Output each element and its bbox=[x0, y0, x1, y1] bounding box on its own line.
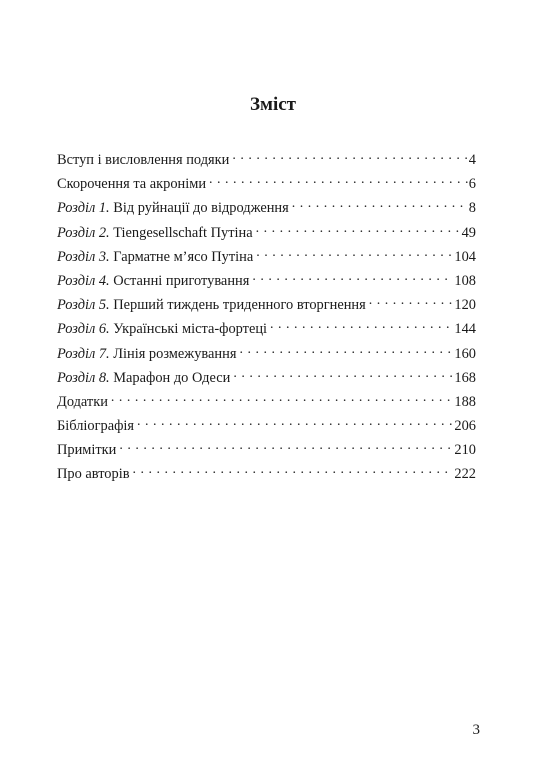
toc-entry-text: Скорочення та акроніми bbox=[57, 176, 207, 193]
toc-entry-text: Бібліографія bbox=[57, 418, 135, 435]
toc-entry[interactable] bbox=[57, 317, 476, 341]
toc-entry-label bbox=[57, 172, 206, 196]
toc-entry-page: 168 bbox=[454, 369, 476, 386]
toc-entry-label bbox=[57, 414, 134, 438]
toc-entry[interactable] bbox=[57, 148, 476, 172]
toc-entry-page: 160 bbox=[454, 345, 476, 362]
toc-entry-chapter: Розділ 2. bbox=[57, 224, 110, 241]
toc-entry-text: Перший тиждень тридeнного вторгнення bbox=[109, 297, 366, 314]
toc-title: Зміст bbox=[249, 94, 296, 115]
toc-entry-label bbox=[57, 342, 236, 366]
toc-entry-label bbox=[57, 269, 249, 293]
toc-entry-text: Українські міста-фортеці bbox=[109, 321, 268, 338]
toc-entry-text: Примітки bbox=[57, 442, 117, 459]
toc-entry-page: 210 bbox=[454, 442, 476, 459]
toc-entry[interactable] bbox=[57, 196, 476, 220]
dot-leader bbox=[239, 344, 453, 358]
toc-entry[interactable] bbox=[57, 293, 476, 317]
dot-leader bbox=[111, 392, 453, 406]
toc-entry-page: 108 bbox=[454, 272, 476, 289]
toc-entry[interactable] bbox=[57, 462, 476, 486]
toc-entry-chapter: Розділ 4. bbox=[57, 272, 110, 289]
dot-leader bbox=[233, 368, 453, 382]
toc-entry-page: 8 bbox=[468, 200, 476, 217]
toc-entry-text: Tiengesellschaft Путіна bbox=[109, 224, 253, 241]
toc-entry-chapter: Розділ 8. bbox=[57, 369, 110, 386]
toc-entry-page: 104 bbox=[454, 248, 476, 265]
toc-entry-chapter: Розділ 3. bbox=[57, 248, 110, 265]
toc-entry[interactable] bbox=[57, 221, 476, 245]
dot-leader bbox=[133, 464, 454, 478]
dot-leader bbox=[137, 416, 453, 430]
toc-entry-page: 206 bbox=[454, 418, 476, 435]
toc-entry[interactable] bbox=[57, 366, 476, 390]
toc-entry[interactable] bbox=[57, 390, 476, 414]
dot-leader bbox=[270, 319, 453, 333]
toc-entry-label bbox=[57, 462, 130, 486]
toc-entry-label bbox=[57, 438, 116, 462]
toc-entry-text: Марафон до Одеси bbox=[109, 369, 231, 386]
toc-list bbox=[57, 148, 476, 487]
toc-entry-page: 6 bbox=[468, 176, 476, 193]
toc-entry-page: 222 bbox=[454, 466, 476, 483]
dot-leader bbox=[252, 271, 453, 285]
toc-entry[interactable] bbox=[57, 438, 476, 462]
toc-entry-page: 188 bbox=[454, 393, 476, 410]
toc-entry-text: Останні приготування bbox=[109, 272, 250, 289]
dot-leader bbox=[209, 174, 468, 188]
toc-entry-text: Лінія розмежування bbox=[109, 345, 237, 362]
toc-entry-chapter: Розділ 5. bbox=[57, 297, 110, 314]
toc-entry-page: 49 bbox=[461, 224, 476, 241]
toc-entry[interactable] bbox=[57, 342, 476, 366]
toc-entry-text: Від руйнації до відродження bbox=[109, 200, 289, 217]
dot-leader bbox=[256, 247, 453, 261]
toc-entry-label bbox=[57, 196, 289, 220]
toc-entry-label bbox=[57, 366, 230, 390]
dot-leader bbox=[119, 440, 453, 454]
toc-entry-chapter: Розділ 1. bbox=[57, 200, 110, 217]
dot-leader bbox=[369, 295, 454, 309]
toc-entry[interactable] bbox=[57, 269, 476, 293]
toc-entry-label bbox=[57, 221, 253, 245]
toc-entry-label bbox=[57, 293, 366, 317]
toc-entry-chapter: Розділ 6. bbox=[57, 321, 110, 338]
toc-entry-label bbox=[57, 390, 108, 414]
toc-entry-text: Гарматне м’ясо Путіна bbox=[109, 248, 254, 265]
toc-entry-text: Про авторів bbox=[57, 466, 130, 483]
toc-entry-label bbox=[57, 317, 267, 341]
toc-entry[interactable] bbox=[57, 414, 476, 438]
dot-leader bbox=[232, 150, 467, 164]
toc-entry-label bbox=[57, 245, 253, 269]
page-number: 3 bbox=[472, 722, 480, 738]
dot-leader bbox=[292, 198, 468, 212]
toc-entry-text: Вступ і висловлення подяки bbox=[57, 152, 230, 168]
toc-entry[interactable] bbox=[57, 172, 476, 196]
toc-entry-text: Додатки bbox=[57, 393, 108, 410]
toc-entry-page: 4 bbox=[468, 152, 476, 168]
toc-entry-label bbox=[57, 148, 229, 172]
toc-entry-page: 120 bbox=[454, 297, 476, 314]
toc-entry-page: 144 bbox=[454, 321, 476, 338]
dot-leader bbox=[256, 223, 461, 237]
toc-entry-chapter: Розділ 7. bbox=[57, 345, 110, 362]
toc-entry[interactable] bbox=[57, 245, 476, 269]
